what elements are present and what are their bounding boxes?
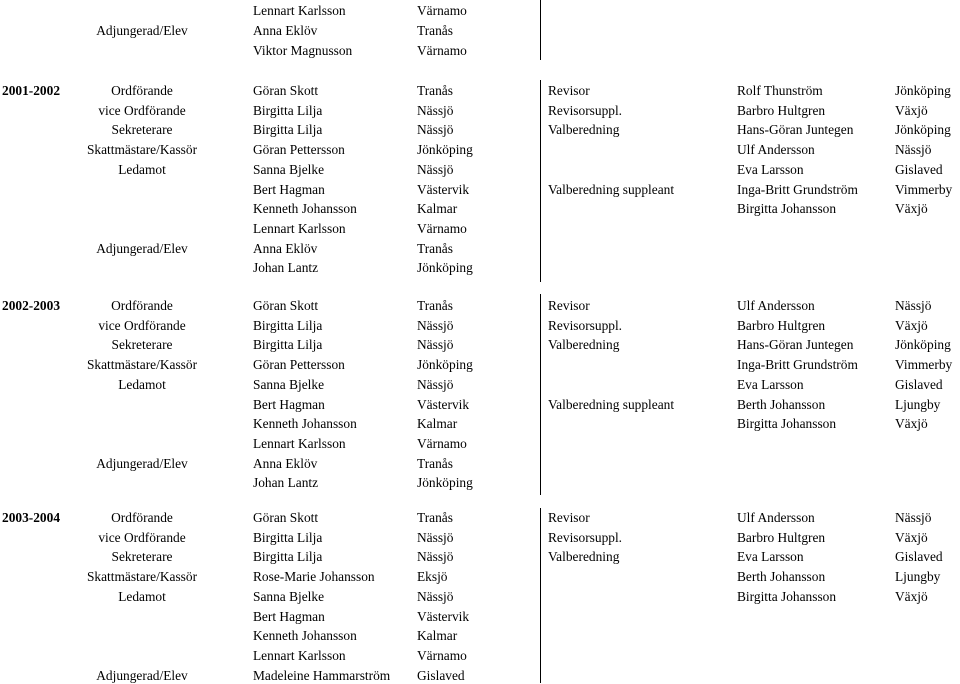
auditor-role: Valberedning — [548, 549, 620, 565]
auditor-name: Eva Larsson — [737, 376, 804, 392]
auditor-town: Jönköping — [895, 337, 951, 353]
member-name: Bert Hagman — [253, 396, 325, 412]
board-role: Sekreterare — [111, 549, 173, 565]
year-label: 2002-2003 — [2, 298, 61, 313]
member-town: Västervik — [417, 181, 470, 197]
member-town: Nässjö — [417, 122, 454, 138]
auditor-town: Ljungby — [895, 569, 941, 585]
member-town: Värnamo — [417, 220, 467, 236]
member-town: Värnamo — [417, 3, 467, 18]
auditor-town: Växjö — [895, 201, 928, 217]
member-town: Tranås — [417, 455, 453, 471]
member-name: Birgitta Lilja — [253, 549, 323, 565]
board-role: Ordförande — [111, 83, 173, 98]
member-name: Lennart Karlsson — [253, 220, 346, 236]
board-role: Sekreterare — [111, 337, 173, 353]
member-town: Värnamo — [417, 647, 467, 663]
auditor-town: Nässjö — [895, 510, 932, 525]
member-town: Västervik — [417, 396, 470, 412]
year-label: 2003-2004 — [2, 510, 61, 525]
auditor-town: Vimmerby — [895, 181, 953, 197]
board-role: Adjungerad/Elev — [96, 667, 188, 683]
member-name: Anna Eklöv — [253, 455, 318, 471]
member-name: Göran Pettersson — [253, 357, 345, 373]
auditor-town: Gislaved — [895, 161, 943, 177]
auditor-role: Valberedning suppleant — [548, 396, 675, 412]
member-town: Nässjö — [417, 337, 454, 353]
member-name: Sanna Bjelke — [253, 588, 325, 604]
member-town: Tranås — [417, 23, 453, 38]
member-town: Nässjö — [417, 529, 454, 545]
auditor-role: Revisorsuppl. — [548, 317, 623, 333]
member-name: Birgitta Lilja — [253, 317, 323, 333]
member-town: Jönköping — [417, 260, 473, 276]
auditor-role: Revisor — [548, 298, 590, 313]
auditor-town: Växjö — [895, 529, 928, 545]
member-name: Kenneth Johansson — [253, 201, 357, 217]
member-name: Birgitta Lilja — [253, 337, 323, 353]
board-role: Adjungerad/Elev — [96, 240, 188, 256]
member-name: Birgitta Lilja — [253, 102, 323, 118]
member-town: Eksjö — [417, 569, 448, 585]
member-town: Kalmar — [417, 416, 458, 432]
auditor-town: Ljungby — [895, 396, 941, 412]
auditor-role: Revisorsuppl. — [548, 102, 623, 118]
member-town: Jönköping — [417, 142, 473, 158]
board-role: Ledamot — [118, 376, 166, 392]
member-town: Tranås — [417, 83, 453, 98]
auditor-name: Inga-Britt Grundström — [737, 181, 858, 197]
auditor-town: Nässjö — [895, 298, 932, 313]
board-role: Ledamot — [118, 588, 166, 604]
auditor-town: Gislaved — [895, 549, 943, 565]
board-role: Ledamot — [118, 161, 166, 177]
auditor-name: Birgitta Johansson — [737, 201, 837, 217]
board-role: vice Ordförande — [98, 529, 186, 545]
auditor-name: Inga-Britt Grundström — [737, 357, 858, 373]
auditor-role: Revisor — [548, 83, 590, 98]
auditor-town: Jönköping — [895, 122, 951, 138]
member-name: Rose-Marie Johansson — [253, 569, 375, 585]
column-divider — [540, 294, 541, 495]
member-name: Bert Hagman — [253, 181, 325, 197]
auditor-name: Ulf Andersson — [737, 298, 815, 313]
member-name: Johan Lantz — [253, 260, 319, 276]
column-divider — [540, 80, 541, 282]
auditor-name: Eva Larsson — [737, 161, 804, 177]
member-name: Göran Skott — [253, 83, 319, 98]
auditor-name: Ulf Andersson — [737, 510, 815, 525]
auditor-town: Gislaved — [895, 376, 943, 392]
member-town: Nässjö — [417, 317, 454, 333]
board-role: Sekreterare — [111, 122, 173, 138]
member-town: Jönköping — [417, 357, 473, 373]
auditor-role: Valberedning — [548, 122, 620, 138]
member-name: Anna Eklöv — [253, 23, 318, 38]
member-name: Sanna Bjelke — [253, 161, 325, 177]
board-role: Skattmästare/Kassör — [86, 357, 198, 373]
member-name: Viktor Magnusson — [253, 43, 353, 58]
auditor-role: Valberedning suppleant — [548, 181, 675, 197]
member-name: Göran Skott — [253, 298, 319, 313]
auditor-name: Berth Johansson — [737, 396, 826, 412]
auditor-name: Rolf Thunström — [737, 83, 823, 98]
auditor-name: Berth Johansson — [737, 569, 826, 585]
member-name: Bert Hagman — [253, 608, 325, 624]
auditor-town: Växjö — [895, 317, 928, 333]
member-name: Birgitta Lilja — [253, 122, 323, 138]
board-role: Ordförande — [111, 298, 173, 313]
member-name: Lennart Karlsson — [253, 647, 346, 663]
member-town: Västervik — [417, 608, 470, 624]
member-town: Värnamo — [417, 435, 467, 451]
auditor-name: Birgitta Johansson — [737, 588, 837, 604]
member-name: Madeleine Hammarström — [253, 667, 391, 683]
member-town: Värnamo — [417, 43, 467, 58]
auditor-town: Växjö — [895, 588, 928, 604]
member-name: Birgitta Lilja — [253, 529, 323, 545]
auditor-name: Barbro Hultgren — [737, 529, 826, 545]
member-name: Anna Eklöv — [253, 240, 318, 256]
member-name: Göran Skott — [253, 510, 319, 525]
member-town: Nässjö — [417, 588, 454, 604]
auditor-town: Nässjö — [895, 142, 932, 158]
auditor-name: Ulf Andersson — [737, 142, 815, 158]
column-divider — [540, 0, 541, 60]
column-divider — [540, 508, 541, 683]
auditor-town: Växjö — [895, 416, 928, 432]
member-town: Tranås — [417, 298, 453, 313]
member-name: Kenneth Johansson — [253, 416, 357, 432]
board-role: Ordförande — [111, 510, 173, 525]
board-role: Adjungerad/Elev — [96, 23, 188, 38]
member-town: Kalmar — [417, 201, 458, 217]
board-role: Skattmästare/Kassör — [86, 569, 198, 585]
member-town: Nässjö — [417, 102, 454, 118]
member-name: Johan Lantz — [253, 475, 319, 491]
member-town: Gislaved — [417, 667, 465, 683]
member-name: Sanna Bjelke — [253, 376, 325, 392]
member-town: Jönköping — [417, 475, 473, 491]
auditor-name: Hans-Göran Juntegen — [737, 122, 854, 138]
member-town: Nässjö — [417, 376, 454, 392]
auditor-role: Revisor — [548, 510, 590, 525]
member-name: Lennart Karlsson — [253, 435, 346, 451]
year-label: 2001-2002 — [2, 83, 61, 98]
auditor-name: Birgitta Johansson — [737, 416, 837, 432]
auditor-name: Barbro Hultgren — [737, 102, 826, 118]
auditor-role: Revisorsuppl. — [548, 529, 623, 545]
auditor-name: Eva Larsson — [737, 549, 804, 565]
board-role: Adjungerad/Elev — [96, 455, 188, 471]
member-town: Tranås — [417, 240, 453, 256]
auditor-name: Barbro Hultgren — [737, 317, 826, 333]
member-town: Nässjö — [417, 161, 454, 177]
member-name: Göran Pettersson — [253, 142, 345, 158]
auditor-town: Växjö — [895, 102, 928, 118]
board-role: vice Ordförande — [98, 317, 186, 333]
member-town: Tranås — [417, 510, 453, 525]
board-role: vice Ordförande — [98, 102, 186, 118]
auditor-town: Jönköping — [895, 83, 951, 98]
member-name: Kenneth Johansson — [253, 628, 357, 644]
board-role: Skattmästare/Kassör — [86, 142, 198, 158]
auditor-name: Hans-Göran Juntegen — [737, 337, 854, 353]
member-town: Kalmar — [417, 628, 458, 644]
member-name: Lennart Karlsson — [253, 3, 346, 18]
member-town: Nässjö — [417, 549, 454, 565]
auditor-town: Vimmerby — [895, 357, 953, 373]
auditor-role: Valberedning — [548, 337, 620, 353]
